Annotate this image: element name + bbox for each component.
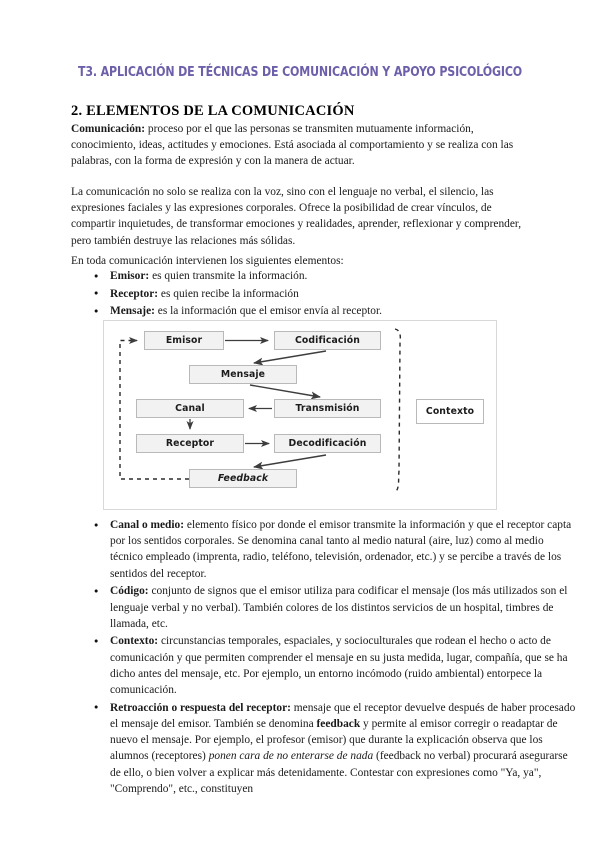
diagram-box-mensaje: Mensaje: [189, 365, 297, 384]
list-item: [110, 286, 572, 302]
list-item-emphasis-1: feedback: [316, 717, 361, 730]
communication-process-diagram: [103, 320, 497, 510]
list-item-text: circunstancias temporales, espaciales, y socioculturales que rodean el hecho o acto de comunicación y que permiten comprender el mensaje en su justa medida, lugar, compañía, que se ha dicho antes del mensaje, etc. Por ejemplo, un entorno incómodo (ruido ambiental) entorpece la comunicación.: [110, 635, 568, 697]
list-item-term: Receptor:: [110, 287, 159, 300]
list-item-text: es quien transmite la información.: [149, 270, 308, 282]
list-item: [110, 268, 572, 284]
list-item-text-2: y permite al emisor corregir o readaptar de nuevo el mensaje. Por ejemplo, el profesor (emisor) que durante la explicación observa que los alumnos (receptores): [110, 717, 558, 763]
list-item-emphasis-2: ponen cara de no enterarse de nada: [208, 750, 374, 763]
element-list-bottom: [71, 517, 576, 798]
section-heading: 2. ELEMENTOS DE LA COMUNICACIÓN: [71, 103, 355, 119]
paragraph-second: La comunicación no solo se realiza con la voz, sino con el lenguaje no verbal, el silencio, las expresiones faciales y las expresiones corporales. Ofrece la posibilidad de crear vínculos, de compartir inquietudes, de transformar emociones y realidades, aprender, reflexionar y comprender, pero también destruye las relaciones más sólidas.: [71, 186, 522, 247]
paragraph-intro: En toda comunicación intervienen los siguientes elementos:: [71, 255, 344, 267]
list-item-text-1: mensaje que el receptor devuelve después de haber procesado el mensaje del emisor. También se denomina: [110, 701, 576, 730]
diagram-box-feedback: Feedback: [189, 469, 297, 488]
list-item-term: Canal o medio:: [110, 519, 185, 531]
definition-term: Comunicación:: [71, 123, 146, 135]
list-item-text: conjunto de signos que el emisor utiliza para codificar el mensaje (los más utilizados son el lenguaje verbal y no verbal). También colores de los distintos servicios de un hospital, timbres de llamada, etc.: [110, 585, 568, 630]
list-item-text: es la información que el emisor envía al receptor.: [154, 305, 383, 318]
diagram-box-emisor: Emisor: [144, 331, 224, 350]
list-item-text: elemento físico por donde el emisor transmite la información y que el receptor capta por los sentidos corporales. Se denomina canal tanto al medio natural (aire, luz) como al medio técnico empleado (imprenta, radio, teléfono, televisión, ordenador, etc.) y se percibe a través de los sentidos del receptor.: [110, 519, 572, 580]
list-item: [110, 517, 576, 582]
list-item-term: Mensaje:: [110, 305, 155, 318]
diagram-box-contexto: Contexto: [416, 399, 484, 424]
definition-text: proceso por el que las personas se transmiten mutuamente información, conocimiento, ideas, actitudes y emociones. Está asociada al comportamiento y se realiza con las palabras, con la forma de expresión y con la manera de actuar.: [71, 123, 514, 168]
list-item: [110, 700, 576, 797]
list-item-term: Retroacción o respuesta del receptor:: [110, 701, 291, 714]
list-item: [110, 583, 576, 632]
list-item-term: Contexto:: [110, 635, 159, 648]
element-list-top: [71, 268, 572, 321]
diagram-box-canal: Canal: [136, 399, 244, 418]
list-item-text-3: (feedback no verbal) procurará asegurarse de ello, o bien volver a explicar más detenidamente. Contestar con expresiones como "Ya, ya", "Comprendo", etc., constituyen: [110, 750, 568, 795]
diagram-box-decodificacion: Decodificación: [274, 434, 381, 453]
list-item: [110, 303, 572, 319]
diagram-box-receptor: Receptor: [136, 434, 244, 453]
list-item-term: Código:: [110, 585, 149, 598]
diagram-box-transmision: Transmisión: [274, 399, 381, 418]
diagram-box-codificacion: Codificación: [274, 331, 381, 350]
list-item: [110, 633, 576, 698]
page-title: T3. APLICACIÓN DE TÉCNICAS DE COMUNICACIÓN Y APOYO PSICOLÓGICO: [77, 65, 523, 80]
list-item-text: es quien recibe la información: [158, 287, 299, 300]
list-item-term: Emisor:: [110, 270, 150, 282]
paragraph-definition: [71, 121, 531, 170]
